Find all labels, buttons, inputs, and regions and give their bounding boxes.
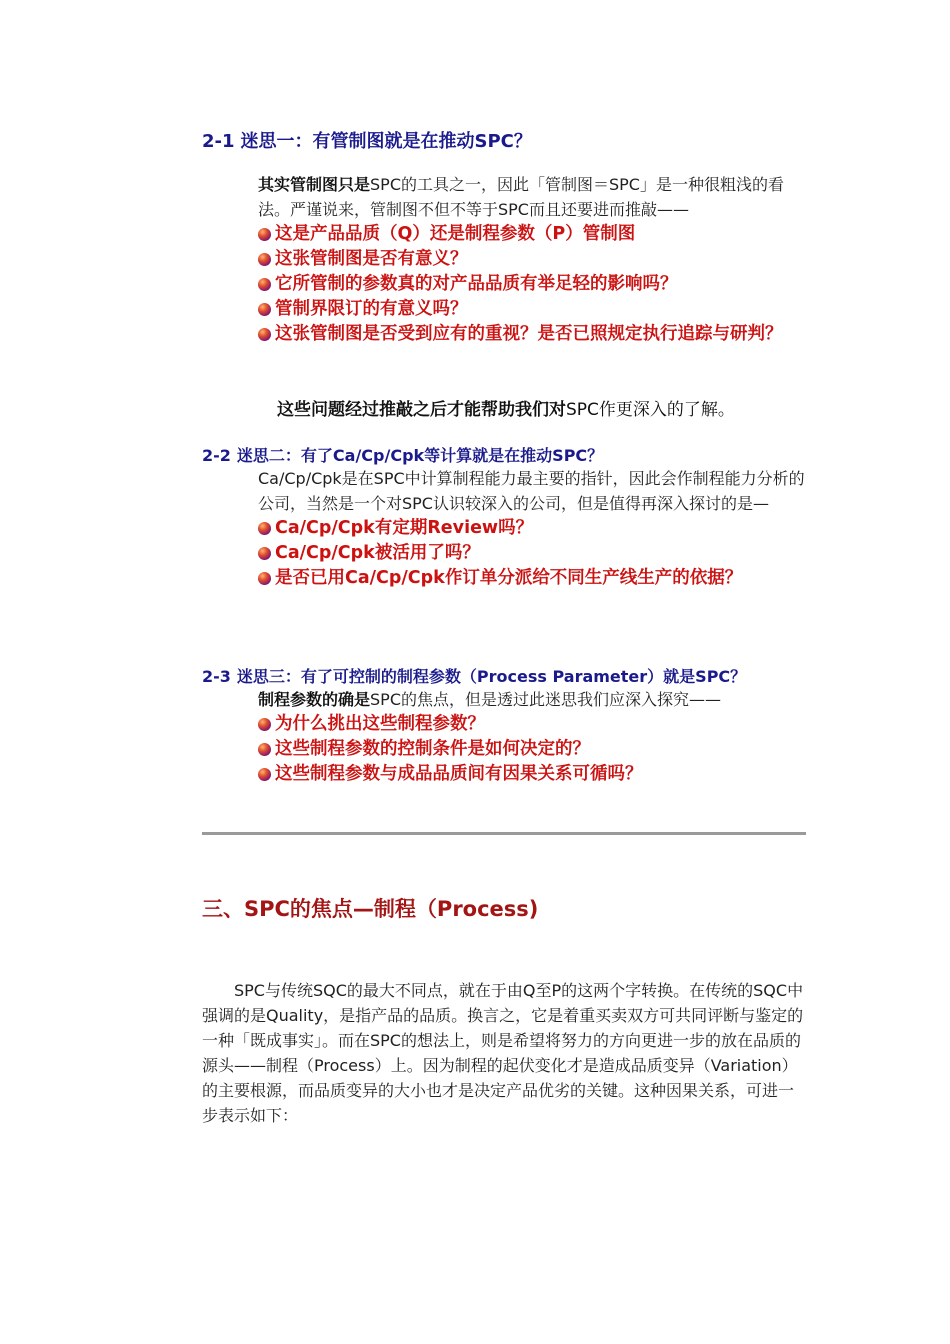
bullet-ball-icon xyxy=(258,547,271,560)
question-item: 这些制程参数的控制条件是如何决定的？ xyxy=(258,737,808,762)
heading-text: 迷思一：有管制图就是在推动SPC？ xyxy=(240,131,532,152)
bullet-ball-icon xyxy=(258,278,271,291)
question-item: 这张管制图是否受到应有的重视？是否已照规定执行追踪与研判？ xyxy=(258,322,808,347)
question-item: 这些制程参数与成品品质间有因果关系可循吗？ xyxy=(258,762,808,787)
section-3-paragraph: SPC与传统SQC的最大不同点，就在于由Q至P的这两个字转换。在传统的SQC中强调的是Quality，是指产品的品质。换言之，它是着重买卖双方可共同评断与鉴定的一种「既成事实」。而在SPC的想法上，则是希望将努力的方向更进一步的放在品质的源头——制程（Process）上。因为制程的起伏变化才是造成品质变异（Variation）的主要根源，而品质变异的大小也才是决定产品优劣的关键。这种因果关系，可进一步表示如下： xyxy=(202,981,804,1125)
intro-paragraph xyxy=(258,687,808,712)
intro-rest: SPC的工具之一，因此「管制图＝SPC」是一种很粗浅的看法。严谨说来，管制图不但不等于SPC而且还要进而推敲—— xyxy=(258,175,784,219)
question-item: 这张管制图是否有意义？ xyxy=(258,247,808,272)
bullet-ball-icon xyxy=(258,303,271,316)
heading-text: 迷思三：有了可控制的制程参数（Process Parameter）就是SPC？ xyxy=(236,667,747,686)
intro-paragraph: Ca/Cp/Cpk是在SPC中计算制程能力最主要的指针，因此会作制程能力分析的公司，当然是一个对SPC认识较深入的公司，但是值得再深入探讨的是— xyxy=(258,469,805,513)
question-item: 它所管制的参数真的对产品品质有举足轻的影响吗？ xyxy=(258,272,808,297)
bullet-ball-icon xyxy=(258,522,271,535)
section-2-3-body xyxy=(258,687,808,787)
heading-number: 2-2 xyxy=(202,446,231,465)
question-item: 是否已用Ca/Cp/Cpk作订单分派给不同生产线生产的依据？ xyxy=(258,566,808,591)
intro-bold: 其实管制图只是 xyxy=(258,175,371,194)
section-3-title: 三、SPC的焦点—制程（Process) xyxy=(202,897,539,921)
bullet-ball-icon xyxy=(258,253,271,266)
bullet-ball-icon xyxy=(258,768,271,781)
section-2-1-body xyxy=(258,172,808,347)
intro-bold: 制程参数的确是 xyxy=(258,690,371,709)
question-item: 管制界限订的有意义吗？ xyxy=(258,297,808,322)
question-item: Ca/Cp/Cpk被活用了吗？ xyxy=(258,541,808,566)
heading-2-3 xyxy=(202,664,746,687)
bullet-ball-icon xyxy=(258,743,271,756)
bullet-ball-icon xyxy=(258,572,271,585)
bullet-ball-icon xyxy=(258,228,271,241)
closing-rest: SPC作更深入的了解。 xyxy=(566,400,735,420)
intro-paragraph xyxy=(258,172,808,222)
section-2-2-body xyxy=(258,466,808,591)
question-item: Ca/Cp/Cpk有定期Review吗？ xyxy=(258,516,808,541)
heading-2-1 xyxy=(202,127,532,153)
closing-bold: 这些问题经过推敲之后才能帮助我们对 xyxy=(277,400,566,420)
heading-number: 2-3 xyxy=(202,667,231,686)
bullet-ball-icon xyxy=(258,718,271,731)
closing-sentence xyxy=(277,395,735,420)
question-item: 为什么挑出这些制程参数？ xyxy=(258,712,808,737)
heading-text: 迷思二：有了Ca/Cp/Cpk等计算就是在推动SPC？ xyxy=(236,446,604,465)
heading-2-2 xyxy=(202,443,603,466)
intro-rest: SPC的焦点，但是透过此迷思我们应深入探究—— xyxy=(370,690,721,709)
horizontal-divider xyxy=(202,832,806,835)
question-item: 这是产品品质（Q）还是制程参数（P）管制图 xyxy=(258,222,808,247)
heading-number: 2-1 xyxy=(202,131,235,152)
bullet-ball-icon xyxy=(258,328,271,341)
